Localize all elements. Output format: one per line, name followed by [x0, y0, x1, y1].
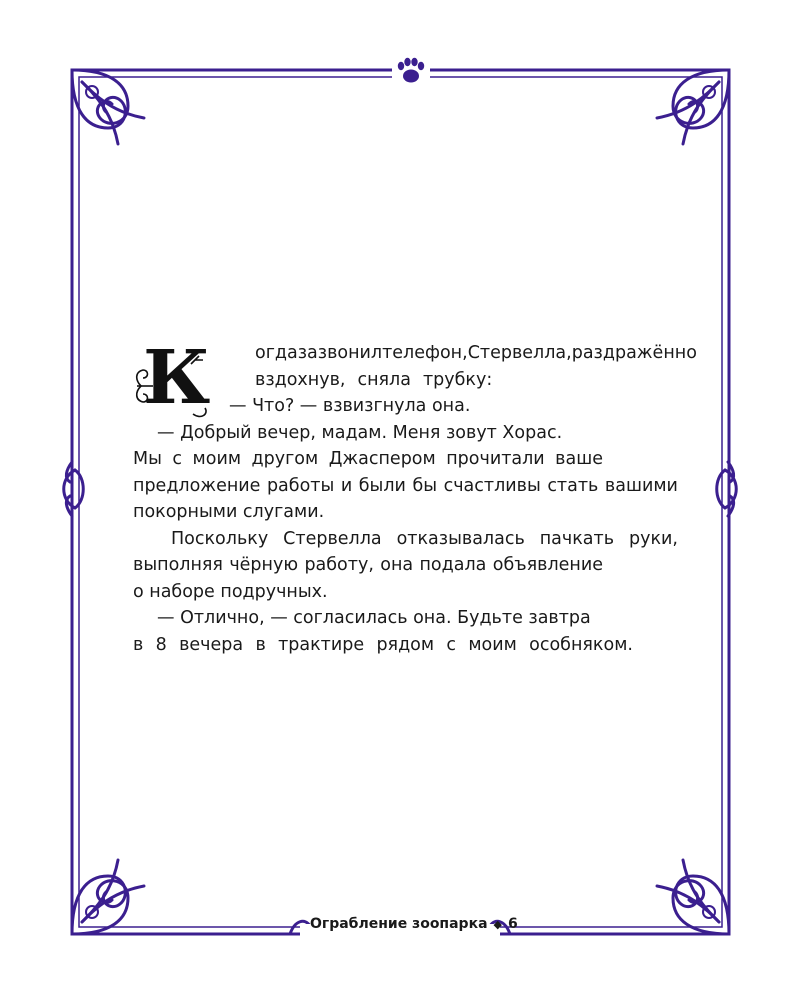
word: руки, — [629, 528, 678, 549]
word: работу, — [304, 555, 374, 575]
word: в — [133, 634, 144, 655]
word: Поскольку — [171, 528, 269, 549]
word: с — [172, 449, 183, 469]
corner-ornament-top-left — [72, 70, 144, 144]
word: моим — [192, 449, 242, 469]
word: отказывалась — [396, 528, 525, 549]
corner-ornament-bottom-right — [657, 860, 729, 934]
word: чёрную — [229, 555, 299, 575]
text-line-4 — [133, 420, 678, 447]
word: трубку: — [422, 369, 493, 390]
page-footer — [310, 913, 518, 935]
line-text: о наборе подручных. — [133, 581, 328, 602]
line-text: — Добрый вечер, мадам. Меня зовут Хорас. — [157, 422, 563, 443]
word: выполняя — [133, 555, 223, 575]
text-line-3 — [229, 393, 678, 420]
word: стать — [547, 475, 599, 496]
corner-ornament-bottom-left — [72, 860, 144, 934]
word: и — [340, 475, 353, 496]
word: она — [380, 555, 414, 575]
diamond-icon: ◆ — [493, 917, 502, 931]
word: 8 — [155, 634, 167, 655]
word: трактире — [278, 634, 365, 655]
word: были — [358, 475, 406, 496]
book-title: Ограбление зоопарка — [310, 916, 488, 932]
word: работы — [266, 475, 335, 496]
text-line-6 — [133, 473, 678, 500]
line-text: покорными слугами. — [133, 502, 325, 522]
text-line-5 — [133, 446, 603, 473]
word: зазвонил — [297, 343, 383, 363]
text-line-9 — [133, 552, 603, 579]
word: вечера — [179, 634, 244, 655]
word: объявление — [492, 555, 603, 575]
story-text — [133, 335, 697, 658]
text-line-2 — [255, 367, 678, 394]
text-line-11 — [133, 605, 678, 632]
word: Джаспером — [328, 449, 436, 469]
word: раздражённо — [571, 343, 697, 363]
text-line-10 — [133, 579, 678, 606]
dropcap — [133, 335, 213, 424]
word: сняла — [357, 369, 411, 390]
word: бы — [412, 475, 438, 496]
word: в — [255, 634, 266, 655]
line-text: — Отлично, — согласилась она. Будьте завтра — [157, 608, 591, 628]
line-text: — Что? — взвизгнула она. — [229, 396, 471, 416]
word: огда — [255, 343, 298, 363]
word: особняком. — [529, 634, 633, 655]
word: пачкать — [539, 528, 615, 549]
dropcap-letter: К — [143, 335, 211, 421]
word: вашими — [604, 475, 678, 496]
word: с — [446, 634, 457, 655]
text-line-8 — [133, 526, 678, 553]
word: другом — [251, 449, 319, 469]
word: моим — [468, 634, 517, 655]
page-number: 6 — [508, 916, 518, 932]
word: ваше — [555, 449, 603, 469]
word: Стервелла — [283, 528, 382, 549]
word: телефон, — [382, 343, 468, 363]
word: счастливы — [443, 475, 541, 496]
word: Мы — [133, 449, 162, 469]
side-ornament-right — [717, 462, 737, 516]
word: прочитали — [446, 449, 545, 469]
text-line-7 — [133, 499, 678, 526]
word: подала — [419, 555, 487, 575]
text-line-12 — [133, 632, 633, 659]
word: предложение — [133, 475, 261, 496]
corner-ornament-top-right — [657, 70, 729, 144]
paw-print-icon — [392, 58, 430, 84]
word: рядом — [376, 634, 435, 655]
word: Стервелла, — [467, 343, 572, 363]
text-line-1 — [255, 340, 697, 367]
word: вздохнув, — [255, 369, 346, 390]
